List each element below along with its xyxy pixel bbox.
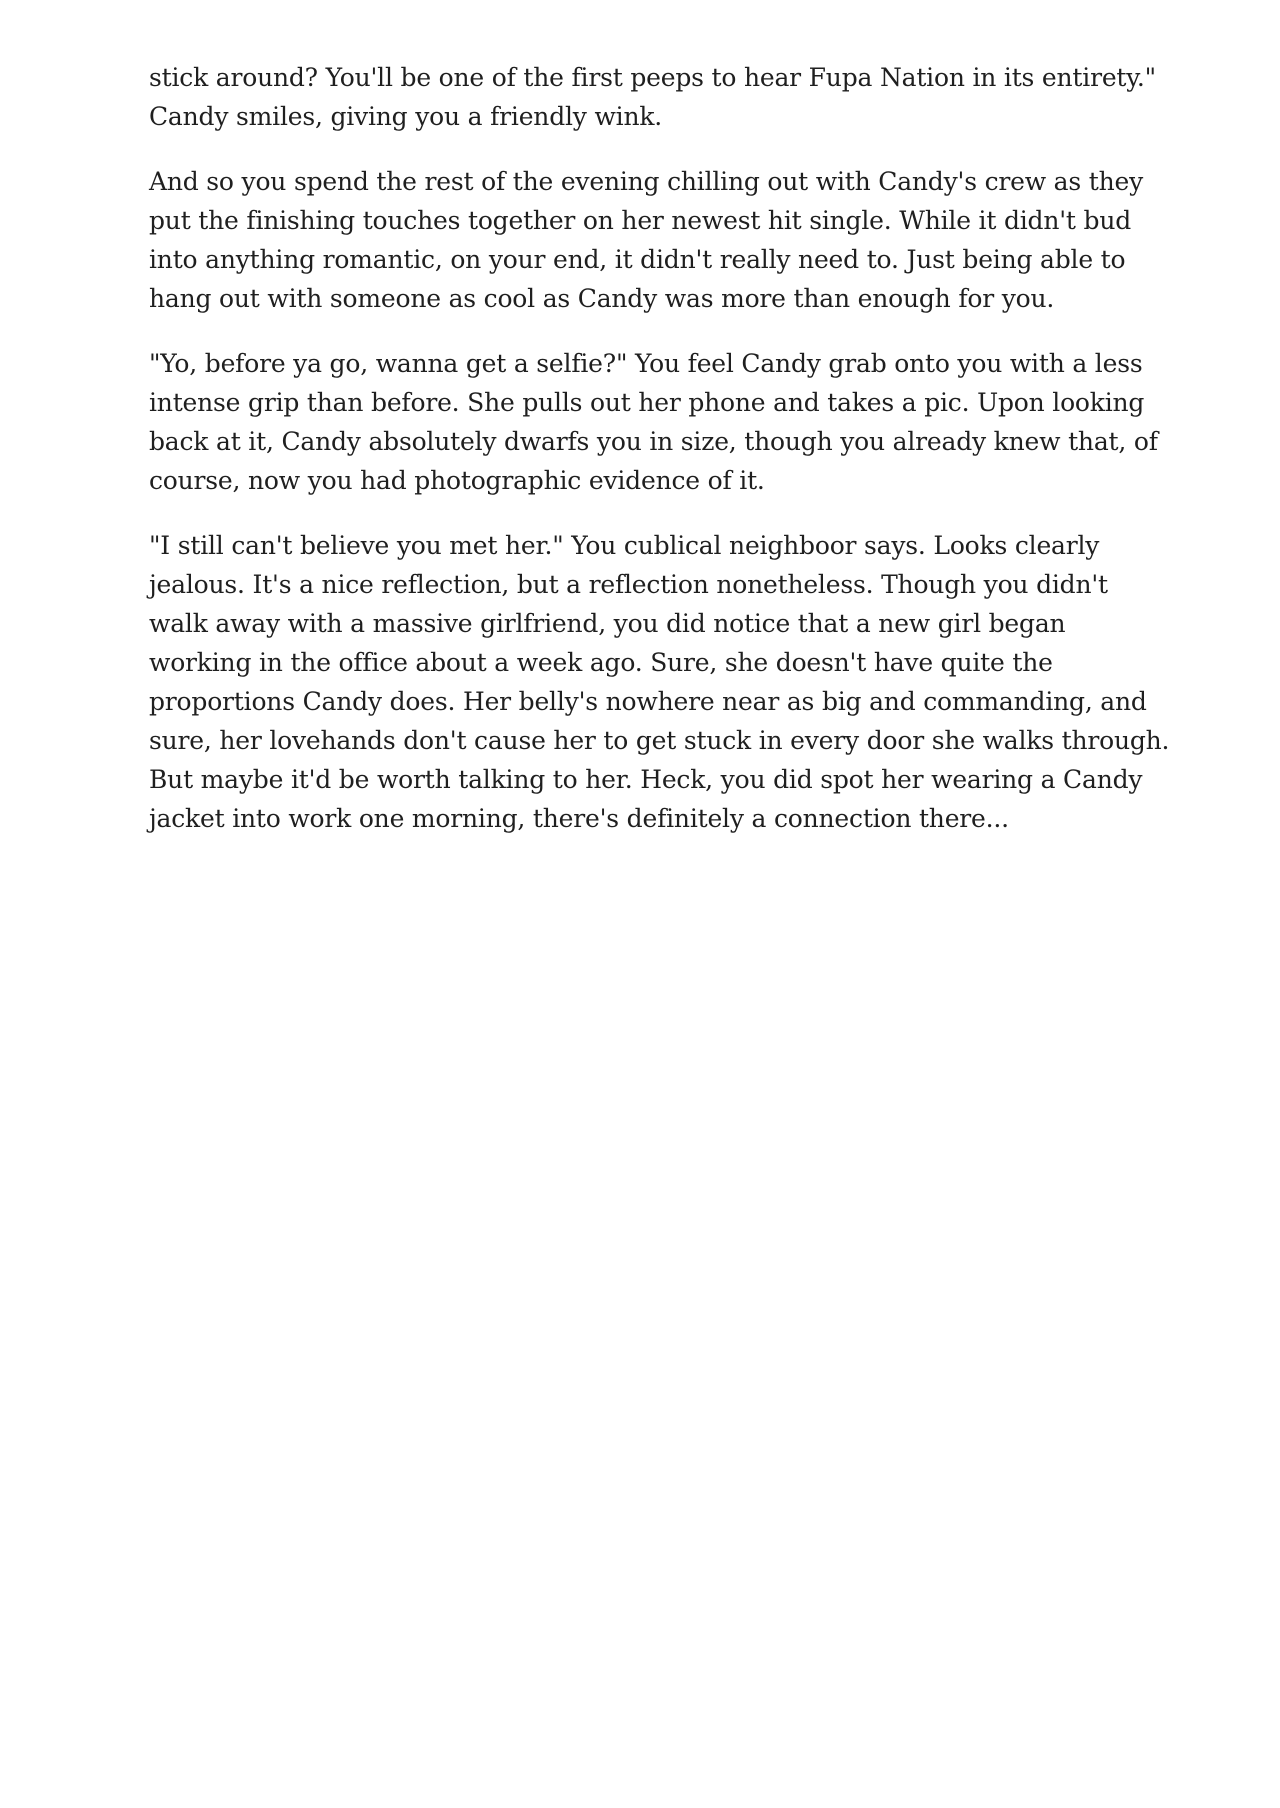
- text-line: course, now you had photographic evidence of it.: [149, 466, 765, 495]
- text-line: jealous. It's a nice reflection, but a reflection nonetheless. Though you didn't: [149, 570, 1108, 599]
- text-line: intense grip than before. She pulls out her phone and takes a pic. Upon looking: [149, 388, 1145, 417]
- text-line: Candy smiles, giving you a friendly wink.: [149, 102, 663, 131]
- text-line: jacket into work one morning, there's definitely a connection there...: [149, 804, 1009, 833]
- text-line: into anything romantic, on your end, it didn't really need to. Just being able to: [149, 245, 1126, 274]
- text-line: sure, her lovehands don't cause her to get stuck in every door she walks through.: [149, 726, 1170, 755]
- text-line: working in the office about a week ago. Sure, she doesn't have quite the: [149, 648, 1053, 677]
- paragraph: [149, 526, 1170, 838]
- text-line: And so you spend the rest of the evening chilling out with Candy's crew as they: [149, 167, 1144, 196]
- document-page: [149, 58, 1170, 864]
- paragraph: [149, 58, 1156, 136]
- paragraph: [149, 344, 1158, 500]
- text-line: put the finishing touches together on her newest hit single. While it didn't bud: [149, 206, 1132, 235]
- text-line: proportions Candy does. Her belly's nowhere near as big and commanding, and: [149, 687, 1147, 716]
- text-line: walk away with a massive girlfriend, you did notice that a new girl began: [149, 609, 1066, 638]
- text-line: stick around? You'll be one of the first peeps to hear Fupa Nation in its entirety.": [149, 63, 1156, 92]
- text-line: "Yo, before ya go, wanna get a selfie?" You feel Candy grab onto you with a less: [149, 349, 1143, 378]
- text-line: back at it, Candy absolutely dwarfs you in size, though you already knew that, of: [149, 427, 1158, 456]
- text-line: "I still can't believe you met her." You cublical neighboor says. Looks clearly: [149, 531, 1100, 560]
- text-line: But maybe it'd be worth talking to her. Heck, you did spot her wearing a Candy: [149, 765, 1143, 794]
- paragraph: [149, 162, 1144, 318]
- text-line: hang out with someone as cool as Candy was more than enough for you.: [149, 284, 1055, 313]
